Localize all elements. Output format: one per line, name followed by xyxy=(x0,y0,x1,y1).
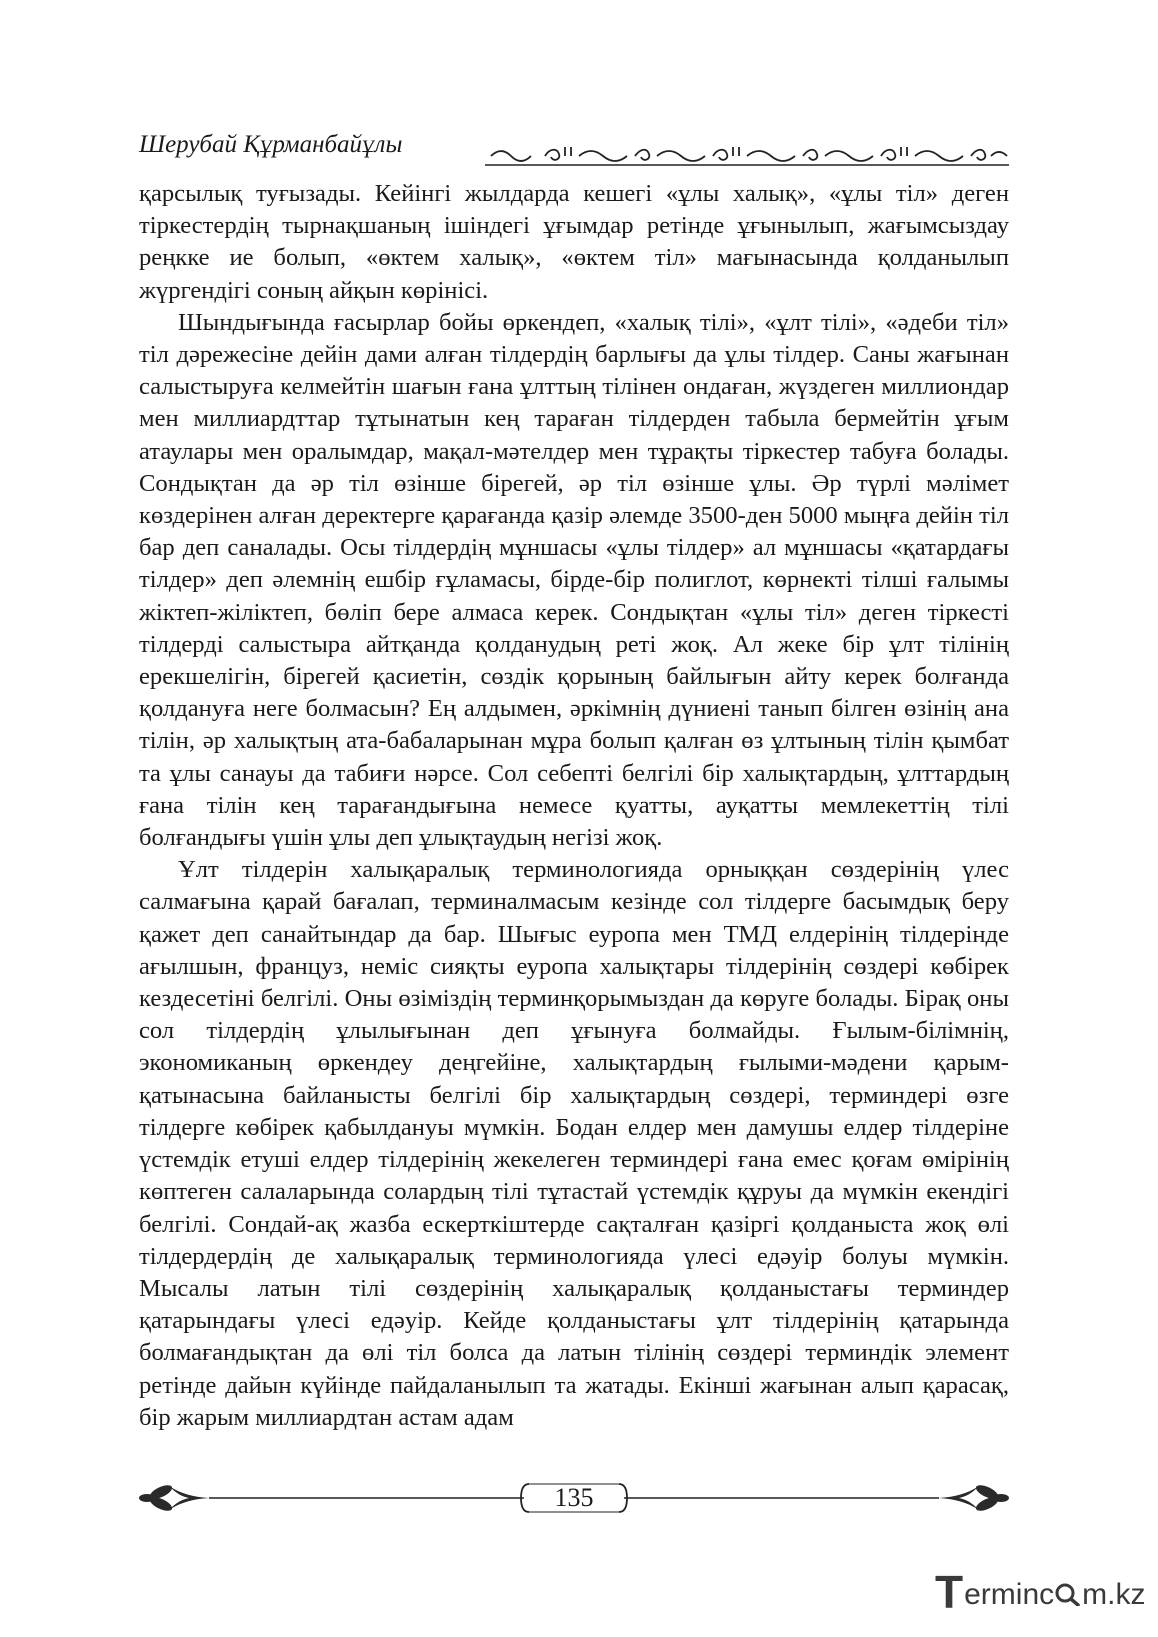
page-header xyxy=(139,130,1009,170)
page-number: 135 xyxy=(554,1483,594,1512)
paragraph: қарсылық туғызады. Кейінгі жылдарда кешегі «ұлы халық», «ұлы тіл» деген тіркестердің тырнақшаның ішіндегі ұғымдар ретінде ұғынылып, жағымсыздау реңкке ие болып, «өктем халық», «өктем тіл» мағынасында қолданылып жүргендігі соның айқын көрінісі. xyxy=(139,180,1009,304)
paragraph: Ұлт тілдерін халықаралық терминологияда орныққан сөздерінің үлес салмағына қарай бағалап, терминалмасым кезінде сол тілдерге басымдық беру қажет деп санайтындар да бар. Шығыс еуропа мен ТМД елдерінің тілдерінде ағылшын, француз, неміс сияқты еуропа халықтары тілдерінің сөздері көбірек кездесетіні белгілі. Оны өзіміздің терминқорымыздан да көруге болады. Бірақ оны сол тілдердің ұлылығынан деп ұғынуға болмайды. Ғылым-білімнің, экономиканың өркендеу деңгейіне, халықтардың ғылыми-мәдени қарым-қатынасына байланысты белгілі бір халықтардың сөздері, терминдері өзге тілдерге көбірек қабылдануы мүмкін. Бодан елдер мен дамушы елдер тілдеріне үстемдік етуші елдер тілдерінің жекелеген терминдері ғана емес қоғам өмірінің көптеген салаларында солардың тілі тұтастай үстемдік құруы да мүмкін екендігі белгілі. Сондай-ақ жазба ескерткіштерде сақталған қазіргі қолданыста жоқ өлі тілдердердің де халықаралық терминологияда үлесі едәуір болуы мүмкін. Мысалы латын тілі сөздерінің халықаралық қолданыстағы терминдер қатарындағы үлесі едәуір. Кейде қолданыстағы ұлт тілдерінің қатарында болмағандықтан да өлі тіл болса да латын тілінің сөздері терминдік элемент ретінде дайын күйінде пайдаланылып та жатады. Екінші жағынан алып қарасақ, бір жарым миллиардтан астам адам xyxy=(139,856,1009,1431)
site-watermark[interactable] xyxy=(935,1565,1145,1620)
watermark-text-a: erminc xyxy=(964,1578,1055,1611)
running-head-author: Шерубай Құрманбайұлы xyxy=(139,131,403,158)
body-text xyxy=(139,178,1009,1434)
page-footer xyxy=(139,1478,1009,1522)
paragraph: Шындығында ғасырлар бойы өркендеп, «халық тілі», «ұлт тілі», «әдеби тіл» тіл дәрежесіне дейін дами алған тілдердің барлығы да ұлы тілдер. Саны жағынан салыстыруға келмейтін шағын ғана ұлттың тілінен ондаған, жүздеген миллиондар мен миллиардттар тұтынатын кең тараған тілдерден табыла бермейтін ұғым атаулары мен оралымдар, мақал-мәтелдер мен тұрақты тіркестер табуға болады. Сондықтан да әр тіл өзінше бірегей, әр тіл өзінше ұлы. Әр түрлі мәлімет көздерінен алған деректерге қарағанда қазір әлемде 3500-ден 5000 мыңға дейін тіл бар деп саналады. Осы тілдердің мұншасы «ұлы тілдер» ал мұншасы «қатардағы тілдер» деп әлемнің ешбір ғұламасы, бірде-бір полиглот, көрнекті тілші ғалымы жіктеп-жіліктеп, бөліп бере алмаса керек. Сондықтан «ұлы тіл» деген тіркесті тілдерді салыстыра айтқанда қолданудың реті жоқ. Ал жеке бір ұлт тілінің ерекшелігін, бірегей қасиетін, сөздік қорының байлығын айту керек болғанда қолдануға неге болмасын? Ең алдымен, әркімнің дүниені танып білген өзінің ана тілін, әр халықтың ата-бабаларынан мұра болып қалған өз ұлтының тілін қымбат та ұлы санауы да табиғи нәрсе. Сол себепті белгілі бір халықтардың, ұлттардың ғана тілін кең тарағандығына немесе қуатты, ауқатты мемлекеттің тілі болғандығы үшін ұлы деп ұлықтаудың негізі жоқ. xyxy=(139,308,1009,852)
leaf-ornament-icon xyxy=(139,1480,209,1516)
watermark-first-letter: T xyxy=(935,1566,964,1618)
leaf-ornament-icon xyxy=(939,1480,1009,1516)
watermark-text-b: m.kz xyxy=(1082,1578,1146,1611)
scroll-ornament-icon xyxy=(485,138,1009,168)
magnifier-icon xyxy=(1054,1569,1082,1593)
